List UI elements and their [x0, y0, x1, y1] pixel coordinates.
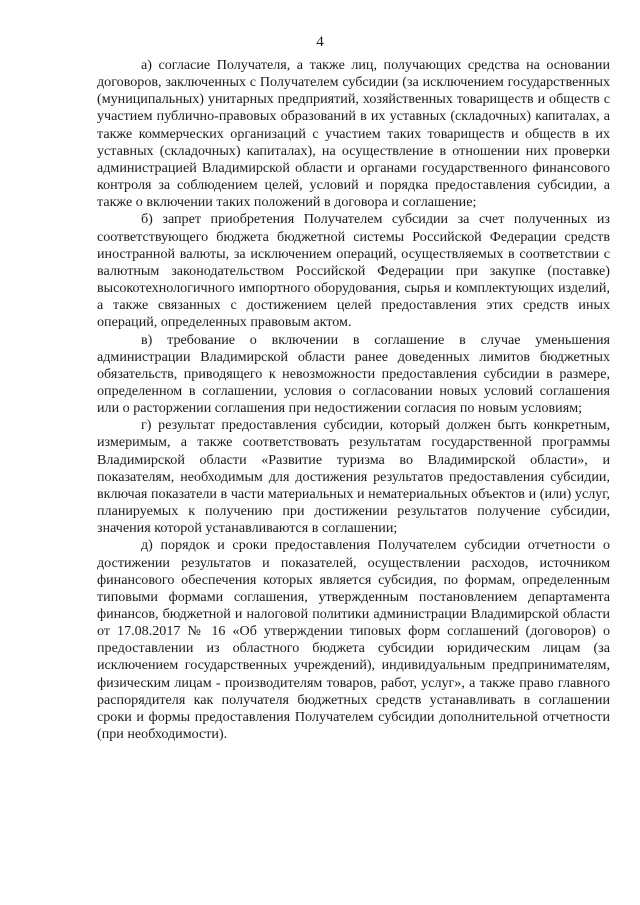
paragraph-a: а) согласие Получателя, а также лиц, получающих средства на основании договоров, заключенных с Получателем субсидии (за исключением государственных (муниципальных) унитарных предприятий, хозяйственных товариществ и обществ с участием публично-правовых образований в их уставных (складочных) капиталах, а также коммерческих организаций с участием таких товариществ и обществ в их уставных (складочных) капиталах), на осуществление в отношении них проверки администрацией Владимирской области и органами государственного финансового контроля за соблюдением целей, условий и порядка предоставления субсидии, а также о включении таких положений в договора и соглашение;: [97, 57, 610, 211]
paragraph-v: в) требование о включении в соглашение в случае уменьшения администрации Владимирской области ранее доведенных лимитов бюджетных обязательств, приводящего к невозможности предоставления субсидии в размере, определенном в соглашении, условия о согласовании новых условий соглашения или о расторжении соглашения при недостижении согласия по новым условиям;: [97, 331, 610, 417]
paragraph-g: г) результат предоставления субсидии, который должен быть конкретным, измеримым, а также соответствовать результатам государственной программы Владимирской области «Развитие туризма во Владимирской области», и показателям, необходимым для достижения результатов предоставления субсидии, включая показатели в части материальных и нематериальных объектов и (или) услуг, планируемых к получению при достижении результатов получение субсидии, значения которой устанавливаются в соглашении;: [97, 417, 610, 537]
page-number: 4: [316, 34, 324, 50]
document-body: [97, 57, 610, 743]
paragraph-b: б) запрет приобретения Получателем субсидии за счет полученных из соответствующего бюджета бюджетной системы Российской Федерации средств иностранной валюты, за исключением операций, осуществляемых в соответствии с валютным законодательством Российской Федерации при закупке (поставке) высокотехнологичного импортного оборудования, сырья и комплектующих изделий, а также связанных с достижением целей предоставления этих средств иных операций, определенных правовым актом.: [97, 211, 610, 331]
paragraph-d: д) порядок и сроки предоставления Получателем субсидии отчетности о достижении результатов и показателей, осуществлении расходов, источником финансового обеспечения которых является субсидия, по формам, определенным типовыми формами соглашения, утвержденным постановлением департамента финансов, бюджетной и налоговой политики администрации Владимирской области от 17.08.2017 № 16 «Об утверждении типовых форм соглашений (договоров) о предоставлении из областного бюджета субсидии юридическим лицам (за исключением государственных учреждений), индивидуальным предпринимателям, физическим лицам - производителям товаров, работ, услуг», а также право главного распорядителя как получателя бюджетных средств устанавливать в соглашении сроки и формы предоставления Получателем субсидии дополнительной отчетности (при необходимости).: [97, 537, 610, 743]
